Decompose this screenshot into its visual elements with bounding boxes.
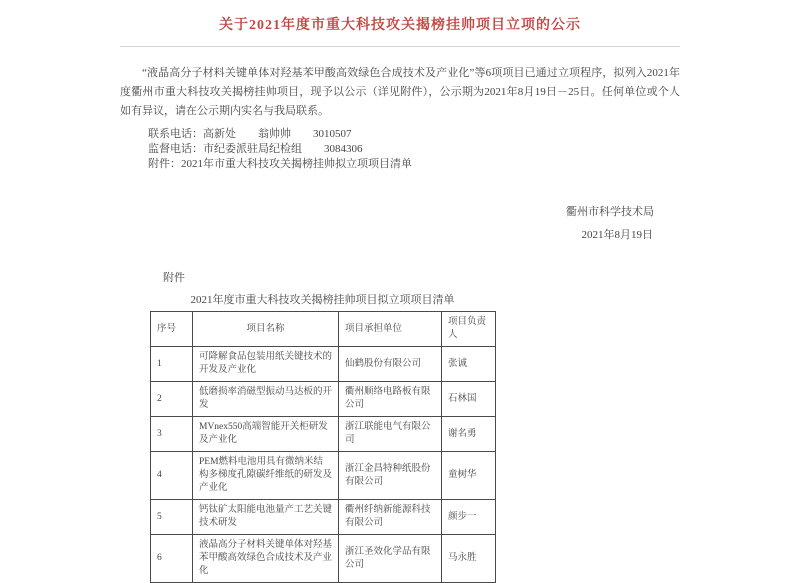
signature-block	[120, 204, 680, 243]
attachment-section	[120, 269, 680, 583]
announcement-paragraph: “液晶高分子材料关键单体对羟基苯甲酸高效绿色合成技术及产业化”等6项项目已通过立项程序，拟列入2021年度衢州市重大科技攻关揭榜挂帅项目，现予以公示（详见附件），公示期为2021年8月19日－25日。任何单位或个人如有异议，请在公示期内实名与我局联系。	[120, 67, 680, 117]
table-row	[151, 500, 496, 535]
project-org: 衢州纤纳新能源科技有限公司	[339, 500, 442, 535]
attachment-reference-line: 附件：2021年市重大科技攻关揭榜挂帅拟立项项目清单	[148, 158, 412, 170]
table-row	[151, 347, 496, 382]
project-org: 仙鹤股份有限公司	[339, 347, 442, 382]
table-row	[151, 382, 496, 417]
table-row	[151, 417, 496, 452]
project-no: 5	[151, 500, 193, 535]
project-leader: 童树华	[442, 452, 496, 500]
project-leader: 马永胜	[442, 535, 496, 583]
project-name: 可降解食品包装用纸关键技术的开发及产业化	[193, 347, 339, 382]
project-name: MVnex550高端智能开关柜研发及产业化	[193, 417, 339, 452]
attachment-table-title: 2021年度市重大科技攻关揭榜挂帅项目拟立项项目清单	[190, 294, 455, 306]
project-org: 浙江联能电气有限公司	[339, 417, 442, 452]
header-no: 序号	[151, 312, 193, 347]
supervision-phone-line: 监督电话：市纪委派驻局纪检组 3084306	[148, 143, 363, 155]
project-no: 4	[151, 452, 193, 500]
contact-phone-line: 联系电话：高新处 翁帅帅 3010507	[148, 128, 352, 140]
header-project-leader: 项目负责人	[442, 312, 496, 347]
project-org: 浙江圣效化学品有限公司	[339, 535, 442, 583]
document-content	[120, 0, 680, 583]
project-no: 2	[151, 382, 193, 417]
project-leader: 颜步一	[442, 500, 496, 535]
project-name: 液晶高分子材料关键单体对羟基苯甲酸高效绿色合成技术及产业化	[193, 535, 339, 583]
issuing-organization: 衢州市科学技术局	[566, 206, 654, 218]
project-org: 衢州顺络电路板有限公司	[339, 382, 442, 417]
project-leader: 张诚	[442, 347, 496, 382]
project-list-table	[150, 311, 496, 583]
table-row	[151, 535, 496, 583]
project-name: 钙钛矿太阳能电池量产工艺关键技术研发	[193, 500, 339, 535]
project-no: 6	[151, 535, 193, 583]
project-leader: 谢名勇	[442, 417, 496, 452]
issue-date: 2021年8月19日	[581, 229, 653, 241]
project-leader: 石林国	[442, 382, 496, 417]
project-name: 低磨损率消磁型振动马达板的开发	[193, 382, 339, 417]
attachment-label: 附件	[163, 272, 185, 284]
table-header-row	[151, 312, 496, 347]
header-project-name: 项目名称	[193, 312, 339, 347]
contact-block	[120, 127, 680, 172]
title-divider	[120, 46, 680, 47]
project-org: 浙江金昌特种纸股份有限公司	[339, 452, 442, 500]
header-project-org: 项目承担单位	[339, 312, 442, 347]
project-no: 1	[151, 347, 193, 382]
page-title: 关于2021年度市重大科技攻关揭榜挂帅项目立项的公示	[219, 18, 581, 33]
project-name: PEM燃料电池用具有微纳米结构多梯度孔隙碳纤维纸的研发及产业化	[193, 452, 339, 500]
project-no: 3	[151, 417, 193, 452]
table-row	[151, 452, 496, 500]
